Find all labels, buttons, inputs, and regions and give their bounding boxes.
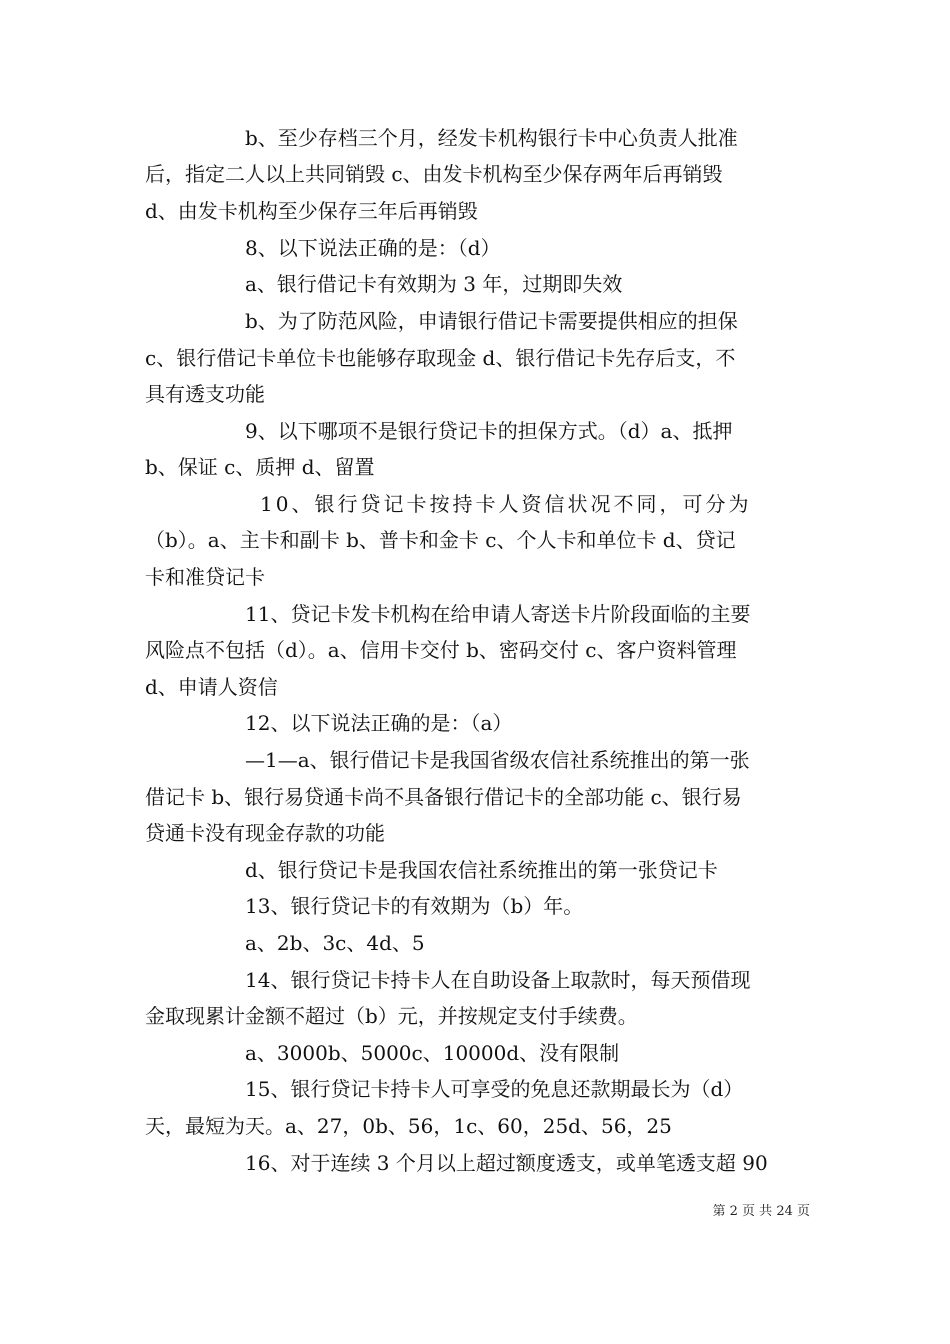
text-line: 天，最短为天。a、27，0b、56，1c、60，25d、56，25: [145, 1114, 672, 1138]
text-line: 14、银行贷记卡持卡人在自助设备上取款时，每天预借现: [245, 968, 751, 992]
text-line: 15、银行贷记卡持卡人可享受的免息还款期最长为（d）: [245, 1077, 744, 1101]
text-line: 后，指定二人以上共同销毁 c、由发卡机构至少保存两年后再销毁: [145, 162, 723, 186]
text-line: 12、以下说法正确的是：（a）: [245, 711, 513, 735]
page-number-footer: 第 2 页 共 24 页: [712, 1204, 810, 1219]
text-line: 风险点不包括（d）。a、信用卡交付 b、密码交付 c、客户资料管理: [145, 638, 737, 662]
text-line: 13、银行贷记卡的有效期为（b）年。: [245, 894, 584, 918]
text-line: 具有透支功能: [145, 382, 265, 406]
text-line: a、银行借记卡有效期为 3 年，过期即失效: [245, 272, 623, 296]
text-line: a、3000b、5000c、10000d、没有限制: [245, 1041, 620, 1065]
text-line: b、至少存档三个月，经发卡机构银行卡中心负责人批准: [245, 126, 738, 150]
text-line: b、保证 c、质押 d、留置: [145, 455, 375, 479]
text-line: b、为了防范风险，申请银行借记卡需要提供相应的担保: [245, 309, 738, 333]
text-line: 10、银行贷记卡按持卡人资信状况不同，可分为: [260, 492, 752, 516]
text-line: 贷通卡没有现金存款的功能: [145, 821, 385, 845]
text-line: d、由发卡机构至少保存三年后再销毁: [145, 199, 478, 223]
text-line: d、银行贷记卡是我国农信社系统推出的第一张贷记卡: [245, 858, 718, 882]
text-line: 11、贷记卡发卡机构在给申请人寄送卡片阶段面临的主要: [245, 602, 751, 626]
text-line: （b）。a、主卡和副卡 b、普卡和金卡 c、个人卡和单位卡 d、贷记: [145, 528, 736, 552]
text-line: c、银行借记卡单位卡也能够存取现金 d、银行借记卡先存后支，不: [145, 346, 736, 370]
text-line: 8、以下说法正确的是：（d）: [245, 236, 501, 260]
text-line: 9、以下哪项不是银行贷记卡的担保方式。（d）a、抵押: [245, 419, 733, 443]
text-line: 16、对于连续 3 个月以上超过额度透支，或单笔透支超 90: [245, 1151, 768, 1175]
text-line: 卡和准贷记卡: [145, 565, 265, 589]
text-line: 借记卡 b、银行易贷通卡尚不具备银行借记卡的全部功能 c、银行易: [145, 785, 742, 809]
text-line: a、2b、3c、4d、5: [245, 931, 425, 955]
text-line: d、申请人资信: [145, 675, 278, 699]
text-line: —1—a、银行借记卡是我国省级农信社系统推出的第一张: [245, 748, 750, 772]
text-line: 金取现累计金额不超过（b）元，并按规定支付手续费。: [145, 1004, 638, 1028]
